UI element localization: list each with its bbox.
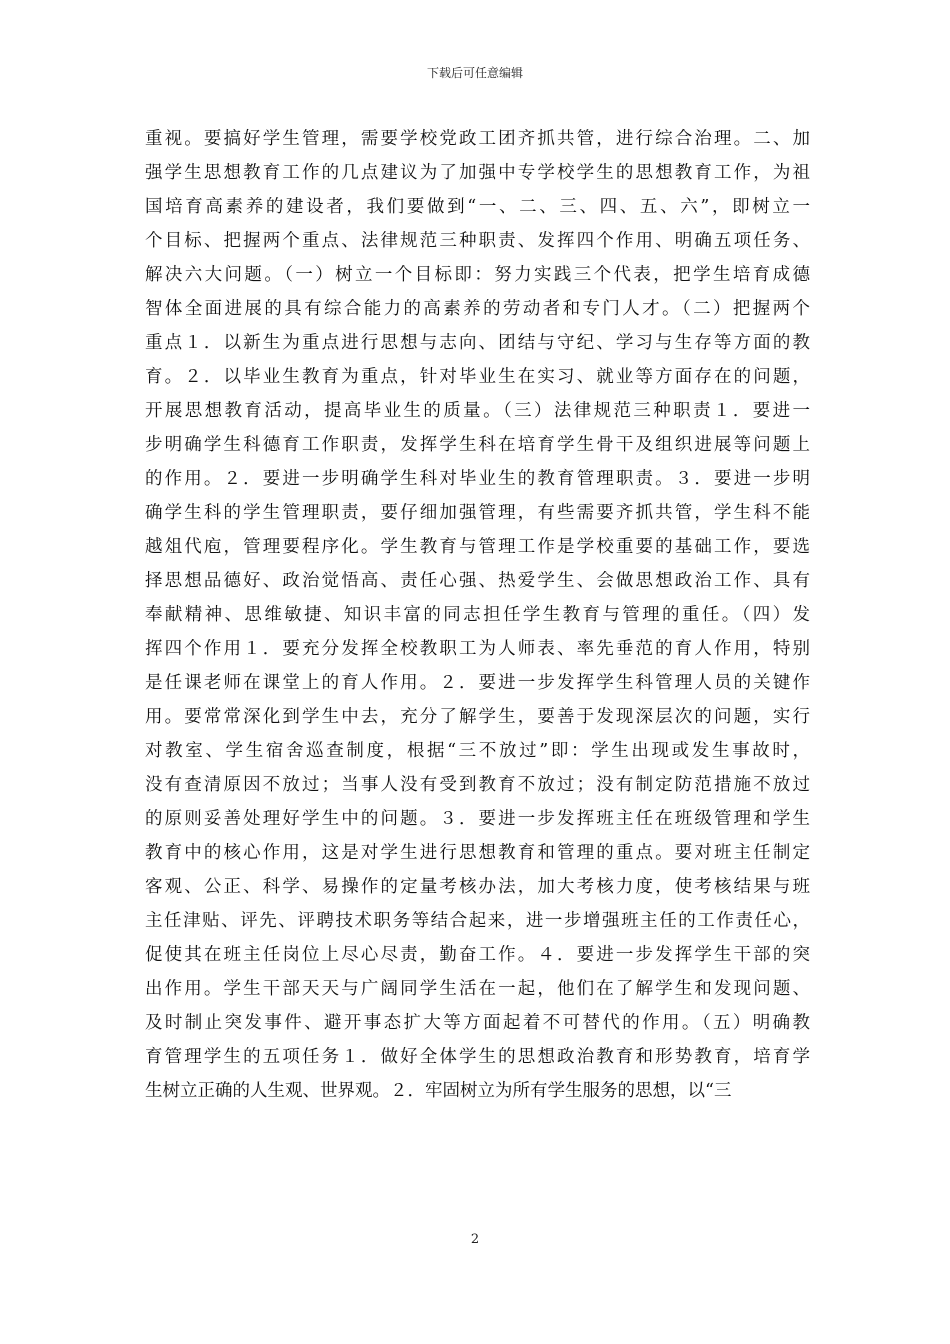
text-line: 个目标、把握两个重点、法律规范三种职责、发挥四个作用、明确五项任务、 — [145, 231, 810, 251]
text-line: 育管理学生的五项任务１．做好全体学生的思想政治教育和形势教育，培育学 — [145, 1047, 810, 1067]
text-line: 的原则妥善处理好学生中的问题。３．要进一步发挥班主任在班级管理和学生 — [145, 809, 810, 829]
text-line: 育。２．以毕业生教育为重点，针对毕业生在实习、就业等方面存在的问题， — [145, 367, 810, 387]
page-header: 下载后可任意编辑 — [426, 66, 523, 80]
body-text — [145, 122, 810, 1108]
text-line: 出作用。学生干部天天与广阔同学生活在一起，他们在了解学生和发现问题、 — [145, 979, 810, 999]
text-line: 用。要常常深化到学生中去，充分了解学生，要善于发现深层次的问题，实行 — [145, 707, 810, 727]
text-line: 重点１．以新生为重点进行思想与志向、团结与守纪、学习与生存等方面的教 — [145, 333, 810, 353]
text-line: 的作用。２．要进一步明确学生科对毕业生的教育管理职责。３．要进一步明 — [145, 469, 810, 489]
text-line: 挥四个作用１．要充分发挥全校教职工为人师表、率先垂范的育人作用，特别 — [145, 639, 810, 659]
text-line: 及时制止突发事件、避开事态扩大等方面起着不可替代的作用。（五）明确教 — [145, 1013, 810, 1033]
text-line: 教育中的核心作用，这是对学生进行思想教育和管理的重点。要对班主任制定 — [145, 843, 810, 863]
text-line: 步明确学生科德育工作职责，发挥学生科在培育学生骨干及组织进展等问题上 — [145, 435, 810, 455]
text-line: 国培育高素养的建设者，我们要做到“一、二、三、四、五、六”，即树立一 — [145, 197, 810, 217]
text-line: 奉献精神、思维敏捷、知识丰富的同志担任学生教育与管理的重任。（四）发 — [145, 605, 810, 625]
page-number: 2 — [470, 1232, 480, 1247]
text-line: 是任课老师在课堂上的育人作用。２．要进一步发挥学生科管理人员的关键作 — [145, 673, 810, 693]
text-line: 强学生思想教育工作的几点建议为了加强中专学校学生的思想教育工作，为祖 — [145, 163, 810, 183]
text-line: 重视。要搞好学生管理，需要学校党政工团齐抓共管，进行综合治理。二、加 — [145, 129, 810, 149]
text-line: 确学生科的学生管理职责，要仔细加强管理，有些需要齐抓共管，学生科不能 — [145, 503, 810, 523]
text-line: 开展思想教育活动，提高毕业生的质量。（三）法律规范三种职责１．要进一 — [145, 401, 810, 421]
text-line: 择思想品德好、政治觉悟高、责任心强、热爱学生、会做思想政治工作、具有 — [145, 571, 810, 591]
text-line: 生树立正确的人生观、世界观。２．牢固树立为所有学生服务的思想，以“三 — [145, 1081, 732, 1101]
text-line: 对教室、学生宿舍巡查制度，根据“三不放过”即：学生出现或发生事故时， — [145, 741, 810, 761]
text-line: 解决六大问题。（一）树立一个目标即：努力实践三个代表，把学生培育成德 — [145, 265, 810, 285]
text-line: 智体全面进展的具有综合能力的高素养的劳动者和专门人才。（二）把握两个 — [145, 299, 810, 319]
text-line: 主任津贴、评先、评聘技术职务等结合起来，进一步增强班主任的工作责任心， — [145, 911, 810, 931]
text-line: 促使其在班主任岗位上尽心尽责，勤奋工作。４．要进一步发挥学生干部的突 — [145, 945, 810, 965]
text-line: 越俎代庖，管理要程序化。学生教育与管理工作是学校重要的基础工作，要选 — [145, 537, 810, 557]
text-line: 没有查清原因不放过；当事人没有受到教育不放过；没有制定防范措施不放过 — [145, 775, 810, 795]
text-line: 客观、公正、科学、易操作的定量考核办法，加大考核力度，使考核结果与班 — [145, 877, 810, 897]
